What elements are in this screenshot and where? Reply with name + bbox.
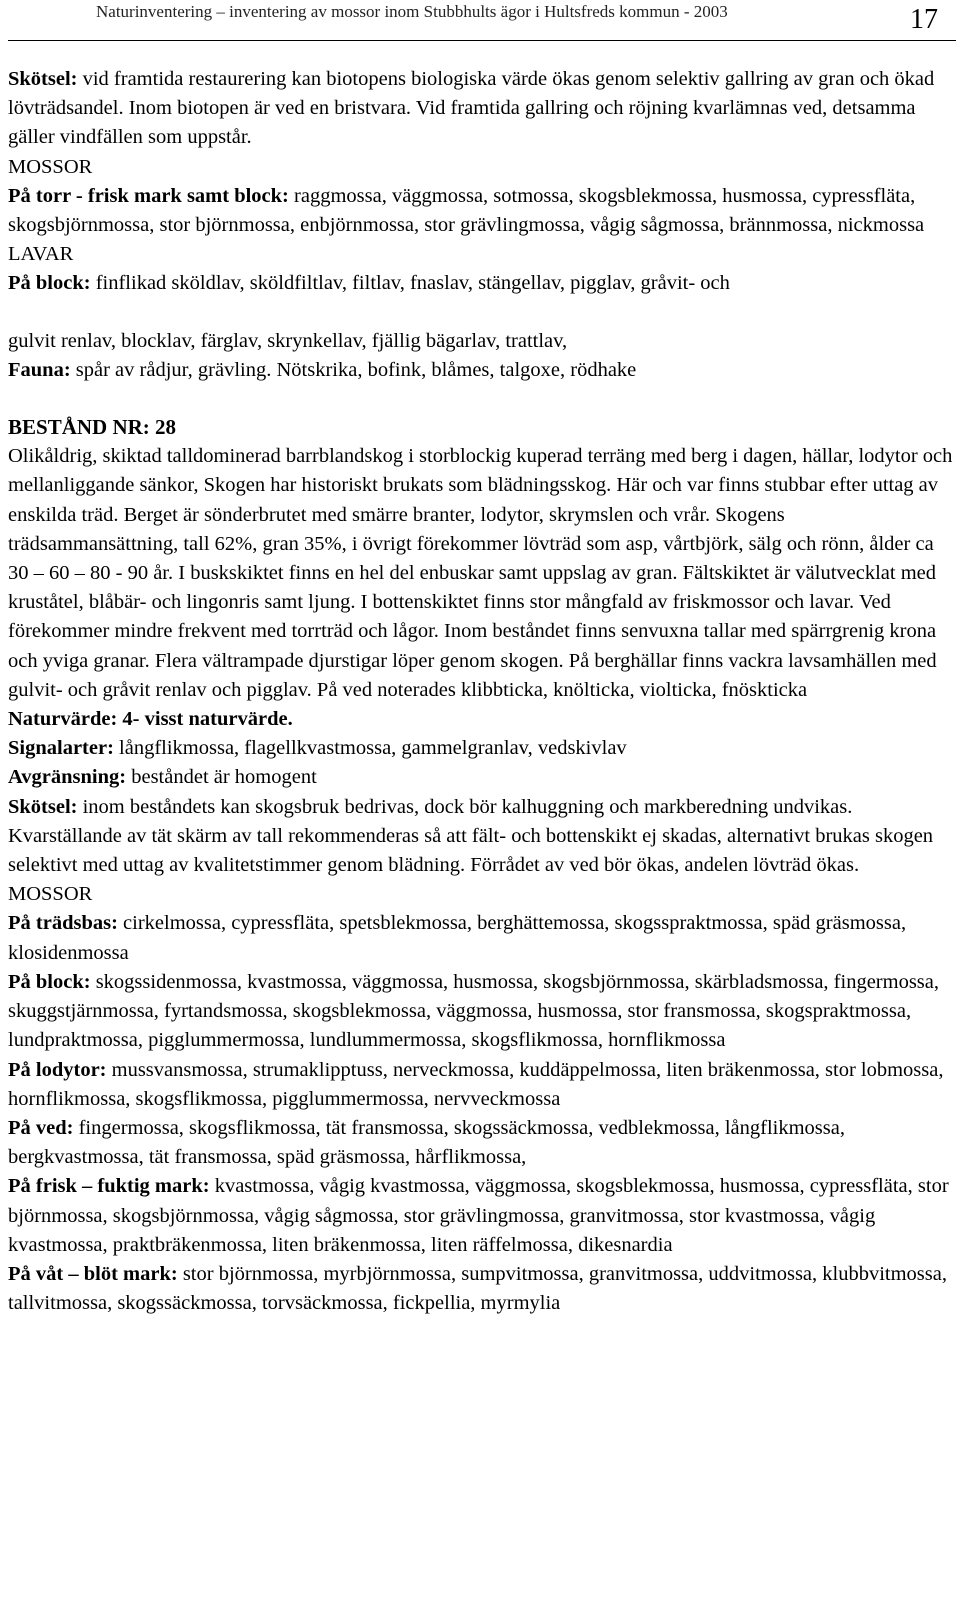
page-number: 17 — [910, 4, 938, 35]
paragraph-signalarter — [8, 734, 958, 763]
paragraph-torr-frisk — [8, 182, 958, 240]
paragraph-block — [8, 968, 958, 1056]
header-rule — [8, 40, 956, 41]
label-signalarter: Signalarter: — [8, 737, 114, 760]
paragraph-skotsel-prev — [8, 65, 958, 153]
text-vat-blot: stor björnmossa, myrbjörnmossa, sumpvitmossa, granvitmossa, uddvitmossa, klubbvitmossa, tallvitmossa, skogssäckmossa, torvsäckmossa, fickpellia, myrmylia — [8, 1262, 947, 1315]
label-lavar-block: På block: — [8, 272, 91, 295]
text-lavar-block-1: finflikad sköldlav, sköldfiltlav, filtlav, fnaslav, stängellav, pigglav, gråvit- och — [90, 272, 730, 295]
heading-mossor: MOSSOR — [8, 155, 93, 178]
naturvarde: Naturvärde: 4- visst naturvärde. — [8, 708, 293, 731]
label-avgransning: Avgränsning: — [8, 766, 127, 789]
label-fauna: Fauna: — [8, 358, 71, 381]
label-block: På block: — [8, 970, 91, 993]
label-skotsel: Skötsel: — [8, 795, 78, 818]
paragraph-tradsbas — [8, 909, 958, 967]
text-avgransning: beståndet är homogent — [126, 766, 317, 789]
running-header-title: Naturinventering – inventering av mossor inom Stubbhults ägor i Hultsfreds kommun - 2003 — [96, 2, 728, 21]
label-tradsbas: På trädsbas: — [8, 912, 118, 935]
document-body — [8, 65, 958, 1318]
label-vat-blot: På våt – blöt mark: — [8, 1262, 178, 1285]
label-torr-frisk: På torr - frisk mark samt block: — [8, 184, 289, 207]
text-fauna: spår av rådjur, grävling. Nötskrika, bofink, blåmes, talgoxe, rödhake — [70, 358, 637, 381]
heading-lavar: LAVAR — [8, 243, 74, 266]
paragraph-fauna — [8, 356, 958, 385]
spacer — [8, 299, 958, 327]
text-skotsel: inom beståndets kan skogsbruk bedrivas, dock bör kalhuggning och markberedning undvikas. Kvarställande av tät skärm av tall rekommenderas så att fält- och bottenskikt ej skadas, alternativt brukas skogen selektivt med uttag av kvalitetstimmer genom blädning. Förrådet av ved bör ökas, andelen lövträd ökas. — [8, 795, 934, 877]
paragraph-lavar-block — [8, 269, 958, 298]
heading-bestand: BESTÅND NR: 28 — [8, 415, 177, 440]
paragraph-frisk-fuktig — [8, 1172, 958, 1260]
paragraph-ved — [8, 1114, 958, 1172]
text-lodytor: mussvansmossa, strumaklipptuss, nerveckmossa, kuddäppelmossa, liten bräkenmossa, stor lobmossa, hornflikmossa, skogsflikmossa, pigglummermossa, nervveckmossa — [8, 1058, 944, 1110]
label-ved: På ved: — [8, 1116, 74, 1139]
heading-mossor: MOSSOR — [8, 883, 93, 906]
text-block: skogssidenmossa, kvastmossa, väggmossa, husmossa, skogsbjörnmossa, skärbladsmossa, fingermossa, skuggstjärnmossa, fyrtandsmossa, skogsblekmossa, väggmossa, husmossa, stor fransmossa, skogspraktmossa, lundpraktmossa, pigglummermossa, lundlummermossa, skogsflikmossa, hornflikmossa — [8, 970, 940, 1052]
text-ved: fingermossa, skogsflikmossa, tät fransmossa, skogssäckmossa, vedblekmossa, långflikmossa, bergkvastmossa, tät fransmossa, späd gräsmossa, hårflikmossa, — [8, 1116, 845, 1169]
paragraph-bestand-description: Olikåldrig, skiktad talldominerad barrblandskog i storblockig kuperad terräng med berg i dagen, hällar, lodytor och mellanliggande sänkor, Skogen har historiskt brukats som blädningsskog. Här och var finns stubbar efter uttag av enskilda träd. Berget är sönderbrutet med smärre branter, lodytor, skrymslen och vrår. Skogens trädsammansättning, tall 62%, gran 35%, i övrigt förekommer lövträd som asp, vårtbjörk, sälg och rönn, ålder ca 30 – 60 – 80 - 90 år. I buskskiktet finns en hel del enbuskar samt uppslag av gran. Fältskiktet är välutvecklat med kruståtel, blåbär- och lingonris samt ljung. I bottenskiktet finns stor mångfald av friskmossor och lavar. Ved förekommer mindre frekvent med torrträd och lågor. Inom beståndet finns senvuxna tallar med spärrgrenig krona och yviga granar. Flera vältrampade djurstigar löper genom skogen. På berghällar finns vackra lavsamhällen med gulvit- och gråvit renlav och pigglav. På ved noterades klibbticka, knölticka, violticka, fnöskticka — [8, 445, 953, 701]
paragraph-avgransning — [8, 763, 958, 792]
text-torr-frisk: raggmossa, väggmossa, sotmossa, skogsblekmossa, husmossa, cypressfläta, skogsbjörnmossa, stor björnmossa, enbjörnmossa, stor grävlingmossa, vågig sågmossa, brännmossa, nickmossa — [8, 184, 925, 237]
page-header — [0, 0, 960, 48]
label-lodytor: På lodytor: — [8, 1058, 107, 1081]
label-frisk-fuktig: På frisk – fuktig mark: — [8, 1175, 210, 1198]
paragraph-vat-blot — [8, 1260, 958, 1318]
paragraph-lodytor — [8, 1056, 958, 1114]
paragraph-lavar-block-cont: gulvit renlav, blocklav, färglav, skrynkellav, fjällig bägarlav, trattlav, — [8, 329, 568, 352]
paragraph-skotsel — [8, 793, 958, 881]
label-skotsel: Skötsel: — [8, 68, 78, 90]
text-signalarter: långflikmossa, flagellkvastmossa, gammelgranlav, vedskivlav — [113, 737, 627, 760]
spacer — [8, 385, 958, 413]
text-skotsel: vid framtida restaurering kan biotopens biologiska värde ökas genom selektiv gallring av gran och ökad lövträdsandel. Inom biotopen är ved en bristvara. Vid framtida gallring och röjning kvarlämnas ved, detsamma gäller vindfällen som uppstår. — [8, 68, 935, 149]
text-tradsbas: cirkelmossa, cypressfläta, spetsblekmossa, berghättemossa, skogsspraktmossa, späd gräsmossa, klosidenmossa — [8, 912, 907, 964]
text-frisk-fuktig: kvastmossa, vågig kvastmossa, väggmossa, skogsblekmossa, husmossa, cypressfläta, stor björnmossa, skogsbjörnmossa, vågig sågmossa, stor grävlingmossa, granvitmossa, stor kvastmossa, vågig kvastmossa, praktbräkenmossa, liten bräkenmossa, liten räffelmossa, dikesnardia — [8, 1175, 949, 1256]
